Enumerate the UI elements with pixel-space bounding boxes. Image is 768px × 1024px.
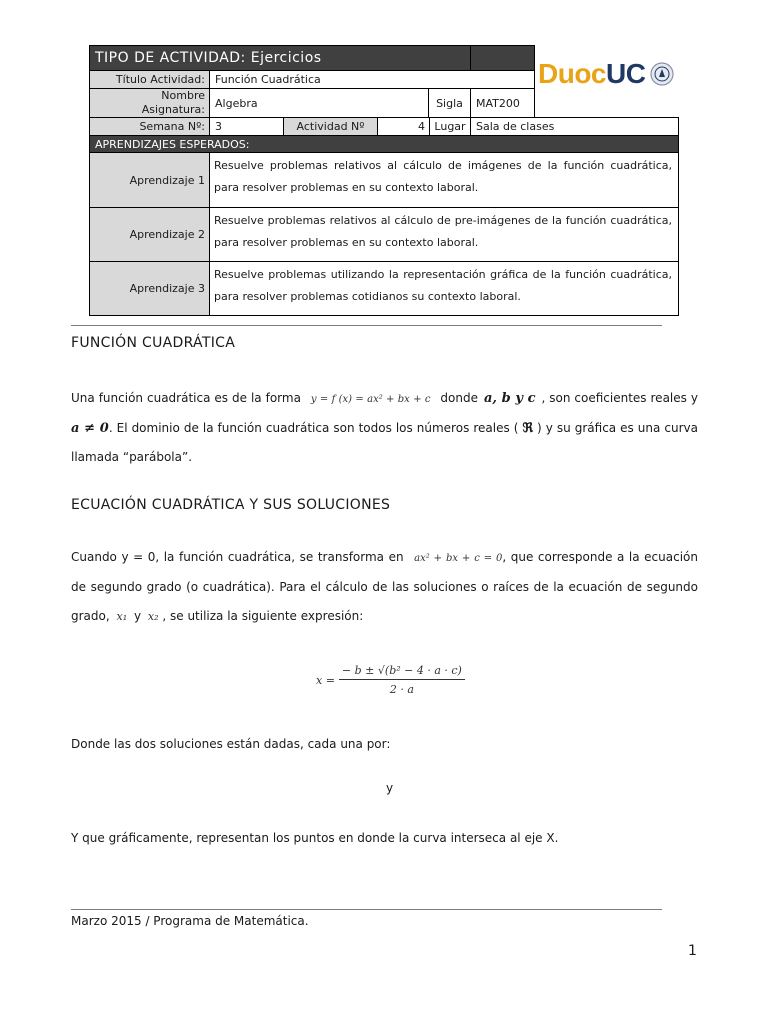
section-heading-ecuacion: ECUACIÓN CUADRÁTICA Y SUS SOLUCIONES: [71, 497, 391, 513]
nombre-label-line2: Asignatura:: [141, 103, 205, 116]
aprendizaje-3-label: Aprendizaje 3: [89, 261, 210, 316]
paragraph-grafica: Y que gráficamente, representan los puntos en donde la curva interseca al eje X.: [71, 831, 559, 845]
aprendizaje-2-label: Aprendizaje 2: [89, 207, 210, 262]
section-heading-funcion: FUNCIÓN CUADRÁTICA: [71, 335, 236, 351]
actividad-label: Actividad Nº: [283, 117, 378, 136]
text-segment: y: [133, 609, 142, 623]
quadratic-equation-inline: ax² + bx + c = 0: [414, 553, 503, 564]
centered-y: y: [386, 781, 394, 795]
quadratic-solution-formula: [316, 664, 465, 696]
titulo-label: Título Actividad:: [89, 70, 210, 89]
aprendizaje-2-text: Resuelve problemas relativos al cálculo de pre-imágenes de la función cuadrática, para resolver problemas en su contexto laboral.: [209, 207, 679, 262]
x2-symbol: x₂: [147, 610, 159, 623]
text-segment: , se utiliza la siguiente expresión:: [162, 609, 364, 623]
aprendizaje-1-text: Resuelve problemas relativos al cálculo de imágenes de la función cuadrática, para resolver problemas en su contexto laboral.: [209, 152, 679, 208]
lugar-label: Lugar: [429, 117, 471, 136]
reals-symbol: ℜ: [522, 421, 534, 436]
paragraph-ecuacion: [71, 543, 698, 631]
footer-text: Marzo 2015 / Programa de Matemática.: [71, 914, 309, 928]
lugar-value: Sala de clases: [470, 117, 679, 136]
text-segment: Una función cuadrática es de la forma: [71, 391, 301, 405]
sigla-value: MAT200: [470, 88, 535, 118]
actividad-value: 4: [377, 117, 430, 136]
seal-icon: [650, 62, 674, 86]
coefficients: a, b y c: [483, 391, 536, 406]
quadratic-formula-inline: y = f (x) = ax² + bx + c: [310, 394, 431, 405]
formula-denominator: 2 · a: [389, 683, 414, 696]
footer-divider: [71, 909, 662, 910]
aprendizajes-title: APRENDIZAJES ESPERADOS:: [89, 135, 679, 153]
sigla-label: Sigla: [428, 88, 471, 118]
semana-label: Semana Nº:: [89, 117, 210, 136]
page-number: 1: [688, 943, 697, 959]
formula-fraction: [339, 664, 465, 696]
nombre-value: Algebra: [209, 88, 429, 118]
header-dark-cell: [470, 45, 535, 71]
aprendizaje-1-label: Aprendizaje 1: [89, 152, 210, 208]
semana-value: 3: [209, 117, 284, 136]
formula-lhs: x =: [316, 673, 335, 687]
aprendizaje-3-text: Resuelve problemas utilizando la representación gráfica de la función cuadrática, para resolver problemas cotidianos su contexto laboral.: [209, 261, 679, 316]
text-segment: , son coeficientes reales y: [541, 391, 698, 405]
x1-symbol: x₁: [116, 610, 128, 623]
formula-numerator: − b ± √(b² − 4 · a · c): [339, 664, 465, 680]
text-segment: . El dominio de la función cuadrática son todos los números reales (: [108, 421, 519, 435]
text-segment: Cuando y = 0, la función cuadrática, se transforma en: [71, 550, 404, 564]
logo-duoc-text: Duoc: [538, 58, 606, 89]
text-segment: donde: [440, 391, 478, 405]
text-segment: ) y su gráfica es una curva llamada “parábola”.: [71, 421, 698, 464]
nombre-label-line1: Nombre: [161, 89, 205, 102]
nombre-label: [89, 88, 210, 118]
titulo-value: Función Cuadrática: [209, 70, 535, 89]
text-segment: , que corresponde a la ecuación de segundo grado (o cuadrática). Para el cálculo de las soluciones o raíces de la ecuación de segundo grado,: [71, 550, 698, 623]
paragraph-funcion-definition: [71, 384, 698, 472]
paragraph-soluciones: Donde las dos soluciones están dadas, cada una por:: [71, 737, 391, 751]
logo-uc-text: UC: [606, 58, 646, 89]
top-divider: [71, 325, 662, 326]
duoc-uc-logo: [538, 58, 645, 90]
activity-type-title: TIPO DE ACTIVIDAD: Ejercicios: [89, 45, 471, 71]
condition-a: a ≠ 0: [71, 421, 109, 436]
